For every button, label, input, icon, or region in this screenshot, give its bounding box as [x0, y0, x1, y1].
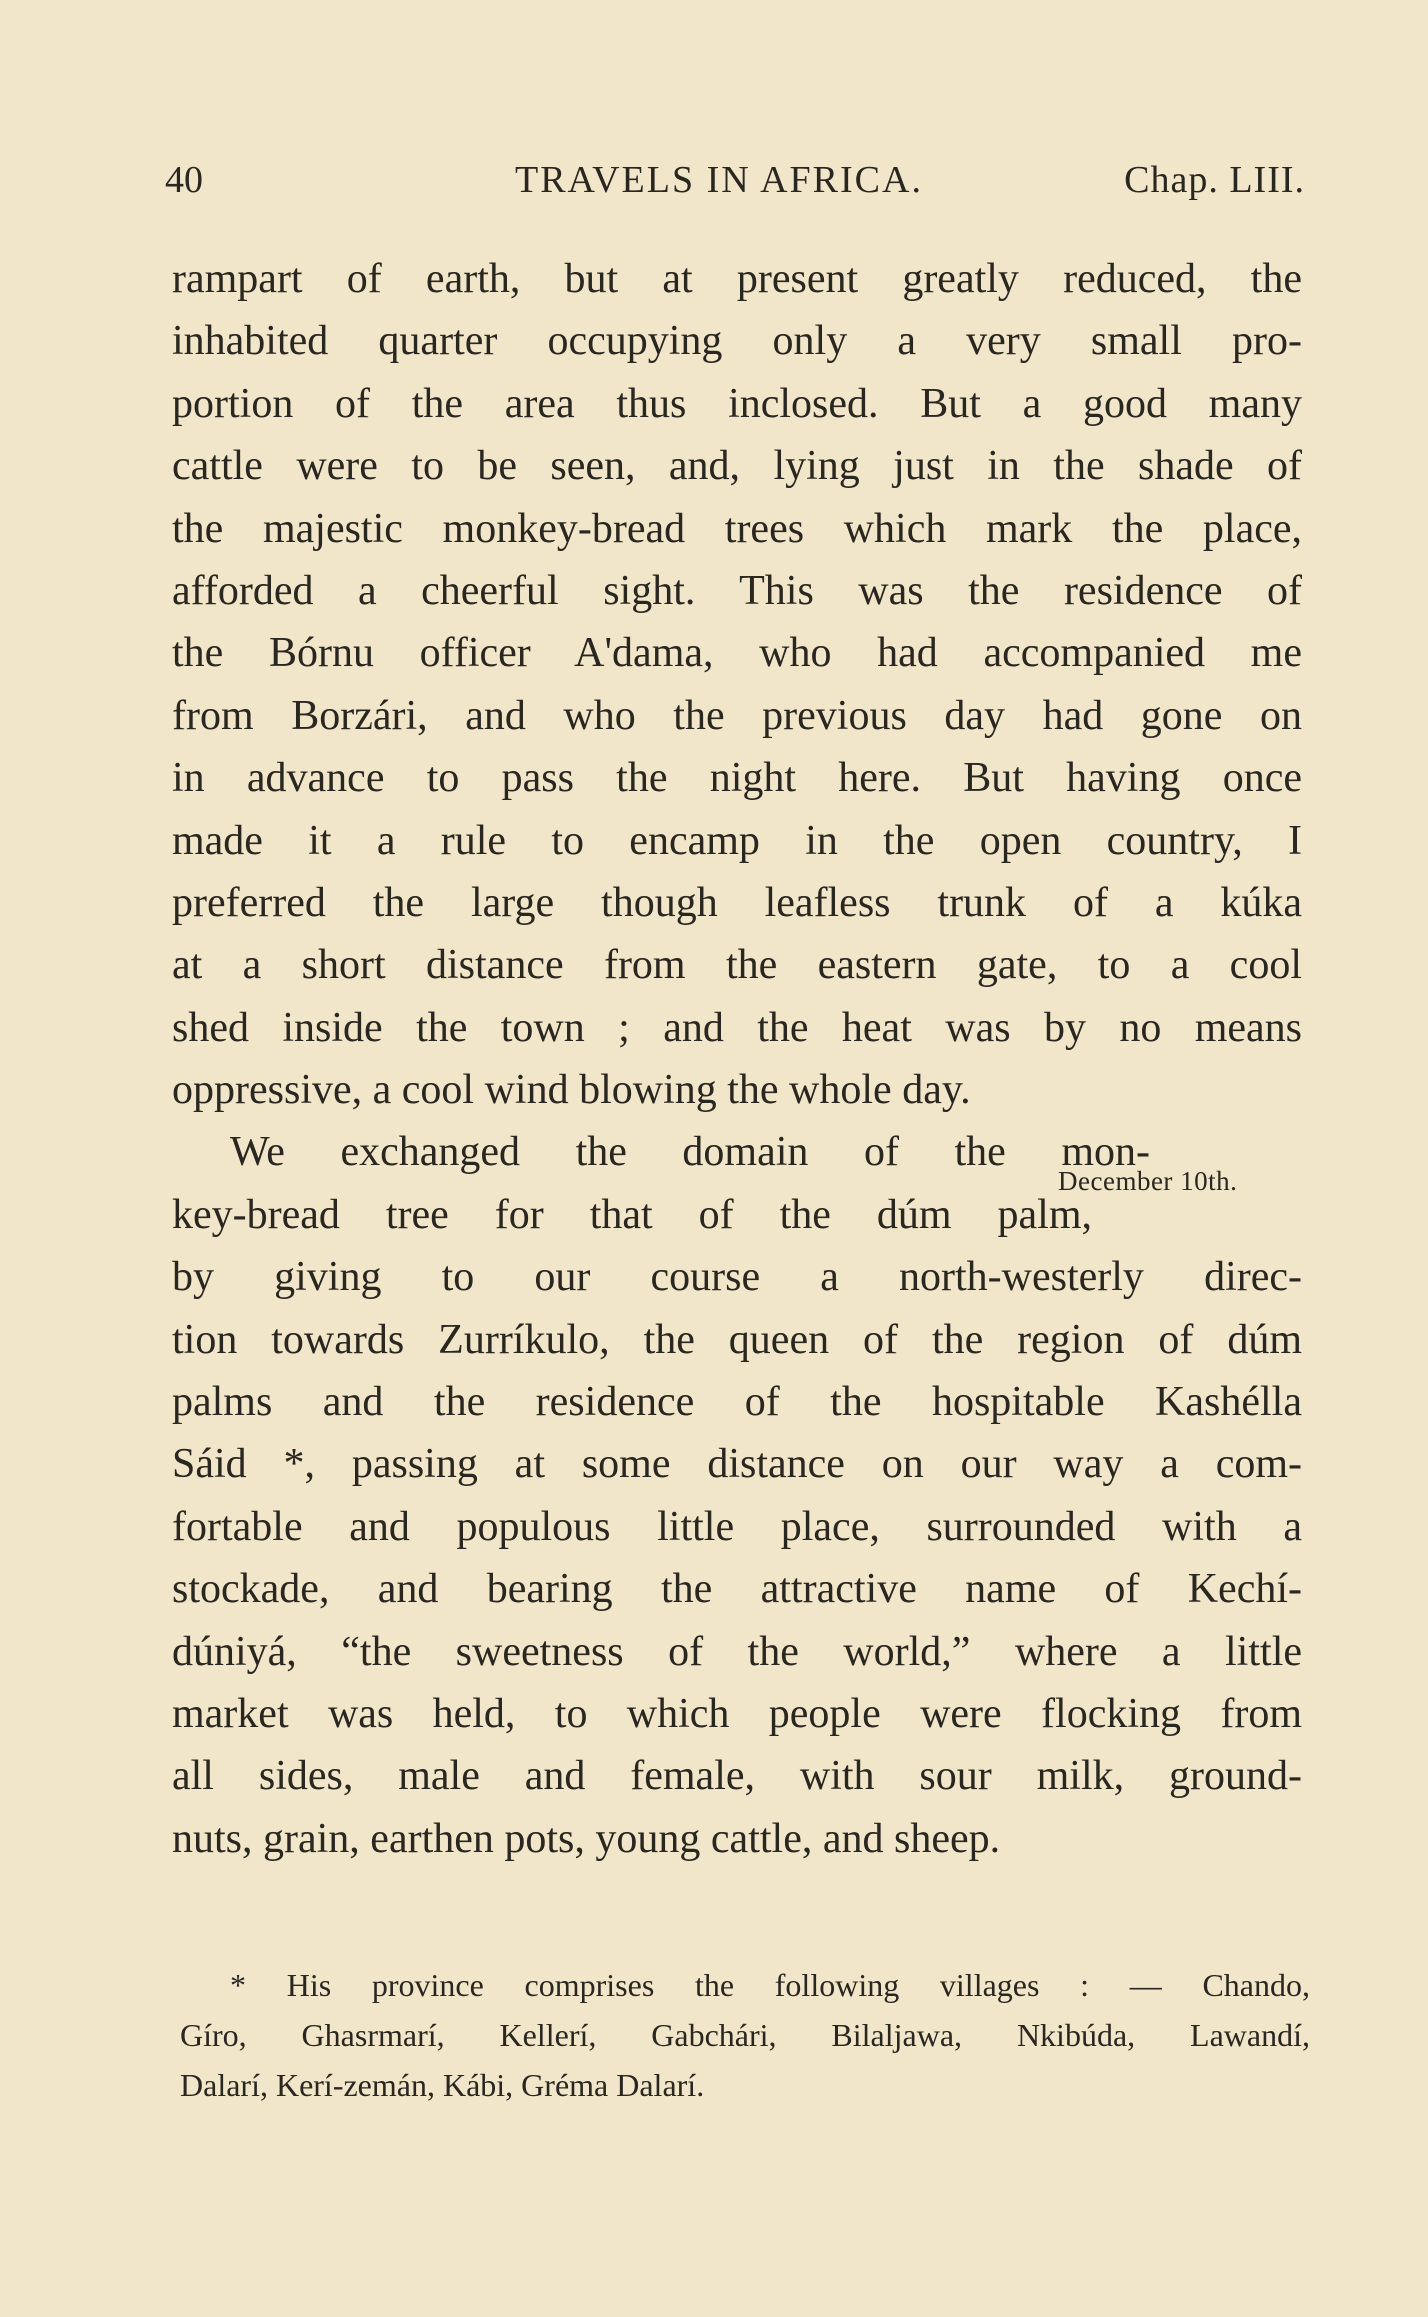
footnote-line: Dalarí, Kerí-zemán, Kábi, Gréma Dalarí. — [180, 2067, 705, 2103]
footnote-line: * His province comprises the following villages : — Chando, — [230, 1967, 1310, 2003]
text-line: the majestic monkey-bread trees which mark the place, — [172, 505, 1302, 552]
text-line: rampart of earth, but at present greatly reduced, the — [172, 256, 1302, 302]
footnote-line: Gíro, Ghasrmarí, Kellerí, Gabchári, Bilaljawa, Nkibúda, Lawandí, — [180, 2017, 1310, 2053]
text-line: stockade, and bearing the attractive name of Kechí- — [172, 1566, 1302, 1613]
text-line: palms and the residence of the hospitable Kashélla — [172, 1379, 1302, 1426]
text-line: key-bread tree for that of the dúm palm, — [172, 1191, 1092, 1238]
text-line: by giving to our course a north-westerly direc- — [172, 1254, 1302, 1301]
text-line: afforded a cheerful sight. This was the residence of — [172, 567, 1302, 614]
text-line: all sides, male and female, with sour milk, ground- — [172, 1753, 1302, 1800]
text-line: made it a rule to encamp in the open country, I — [172, 817, 1302, 864]
text-line: oppressive, a cool wind blowing the whole day. — [172, 1067, 971, 1114]
text-line: preferred the large though leafless trunk of a kúka — [172, 879, 1302, 926]
text-line: tion towards Zurríkulo, the queen of the region of dúm — [172, 1316, 1302, 1363]
footnote — [180, 1960, 1310, 2110]
text-line: from Borzári, and who the previous day had gone on — [172, 692, 1302, 739]
text-line: in advance to pass the night here. But having once — [172, 755, 1302, 802]
chapter-label: Chap. LIII. — [1124, 159, 1305, 201]
text-line: the Bórnu officer A'dama, who had accompanied me — [172, 630, 1302, 677]
margin-date-note: December 10th. — [1058, 1166, 1238, 1196]
running-title: TRAVELS IN AFRICA. — [515, 159, 923, 201]
text-line: inhabited quarter occupying only a very small pro- — [172, 318, 1302, 365]
page-header — [165, 158, 1305, 208]
text-line: Sáid *, passing at some distance on our way a com- — [172, 1441, 1302, 1488]
text-line: portion of the area thus inclosed. But a good many — [172, 380, 1302, 427]
page-number: 40 — [165, 159, 203, 201]
text-line: at a short distance from the eastern gate, to a cool — [172, 942, 1302, 989]
text-line: cattle were to be seen, and, lying just in the shade of — [172, 443, 1302, 490]
text-line: fortable and populous little place, surrounded with a — [172, 1503, 1302, 1550]
text-line: We exchanged the domain of the mon- — [230, 1129, 1150, 1176]
body-text — [172, 248, 1302, 1870]
text-line: dúniyá, “the sweetness of the world,” where a little — [172, 1628, 1302, 1675]
text-line: nuts, grain, earthen pots, young cattle, and sheep. — [172, 1815, 1001, 1862]
text-line: shed inside the town ; and the heat was by no means — [172, 1004, 1302, 1051]
text-line: market was held, to which people were flocking from — [172, 1690, 1302, 1737]
